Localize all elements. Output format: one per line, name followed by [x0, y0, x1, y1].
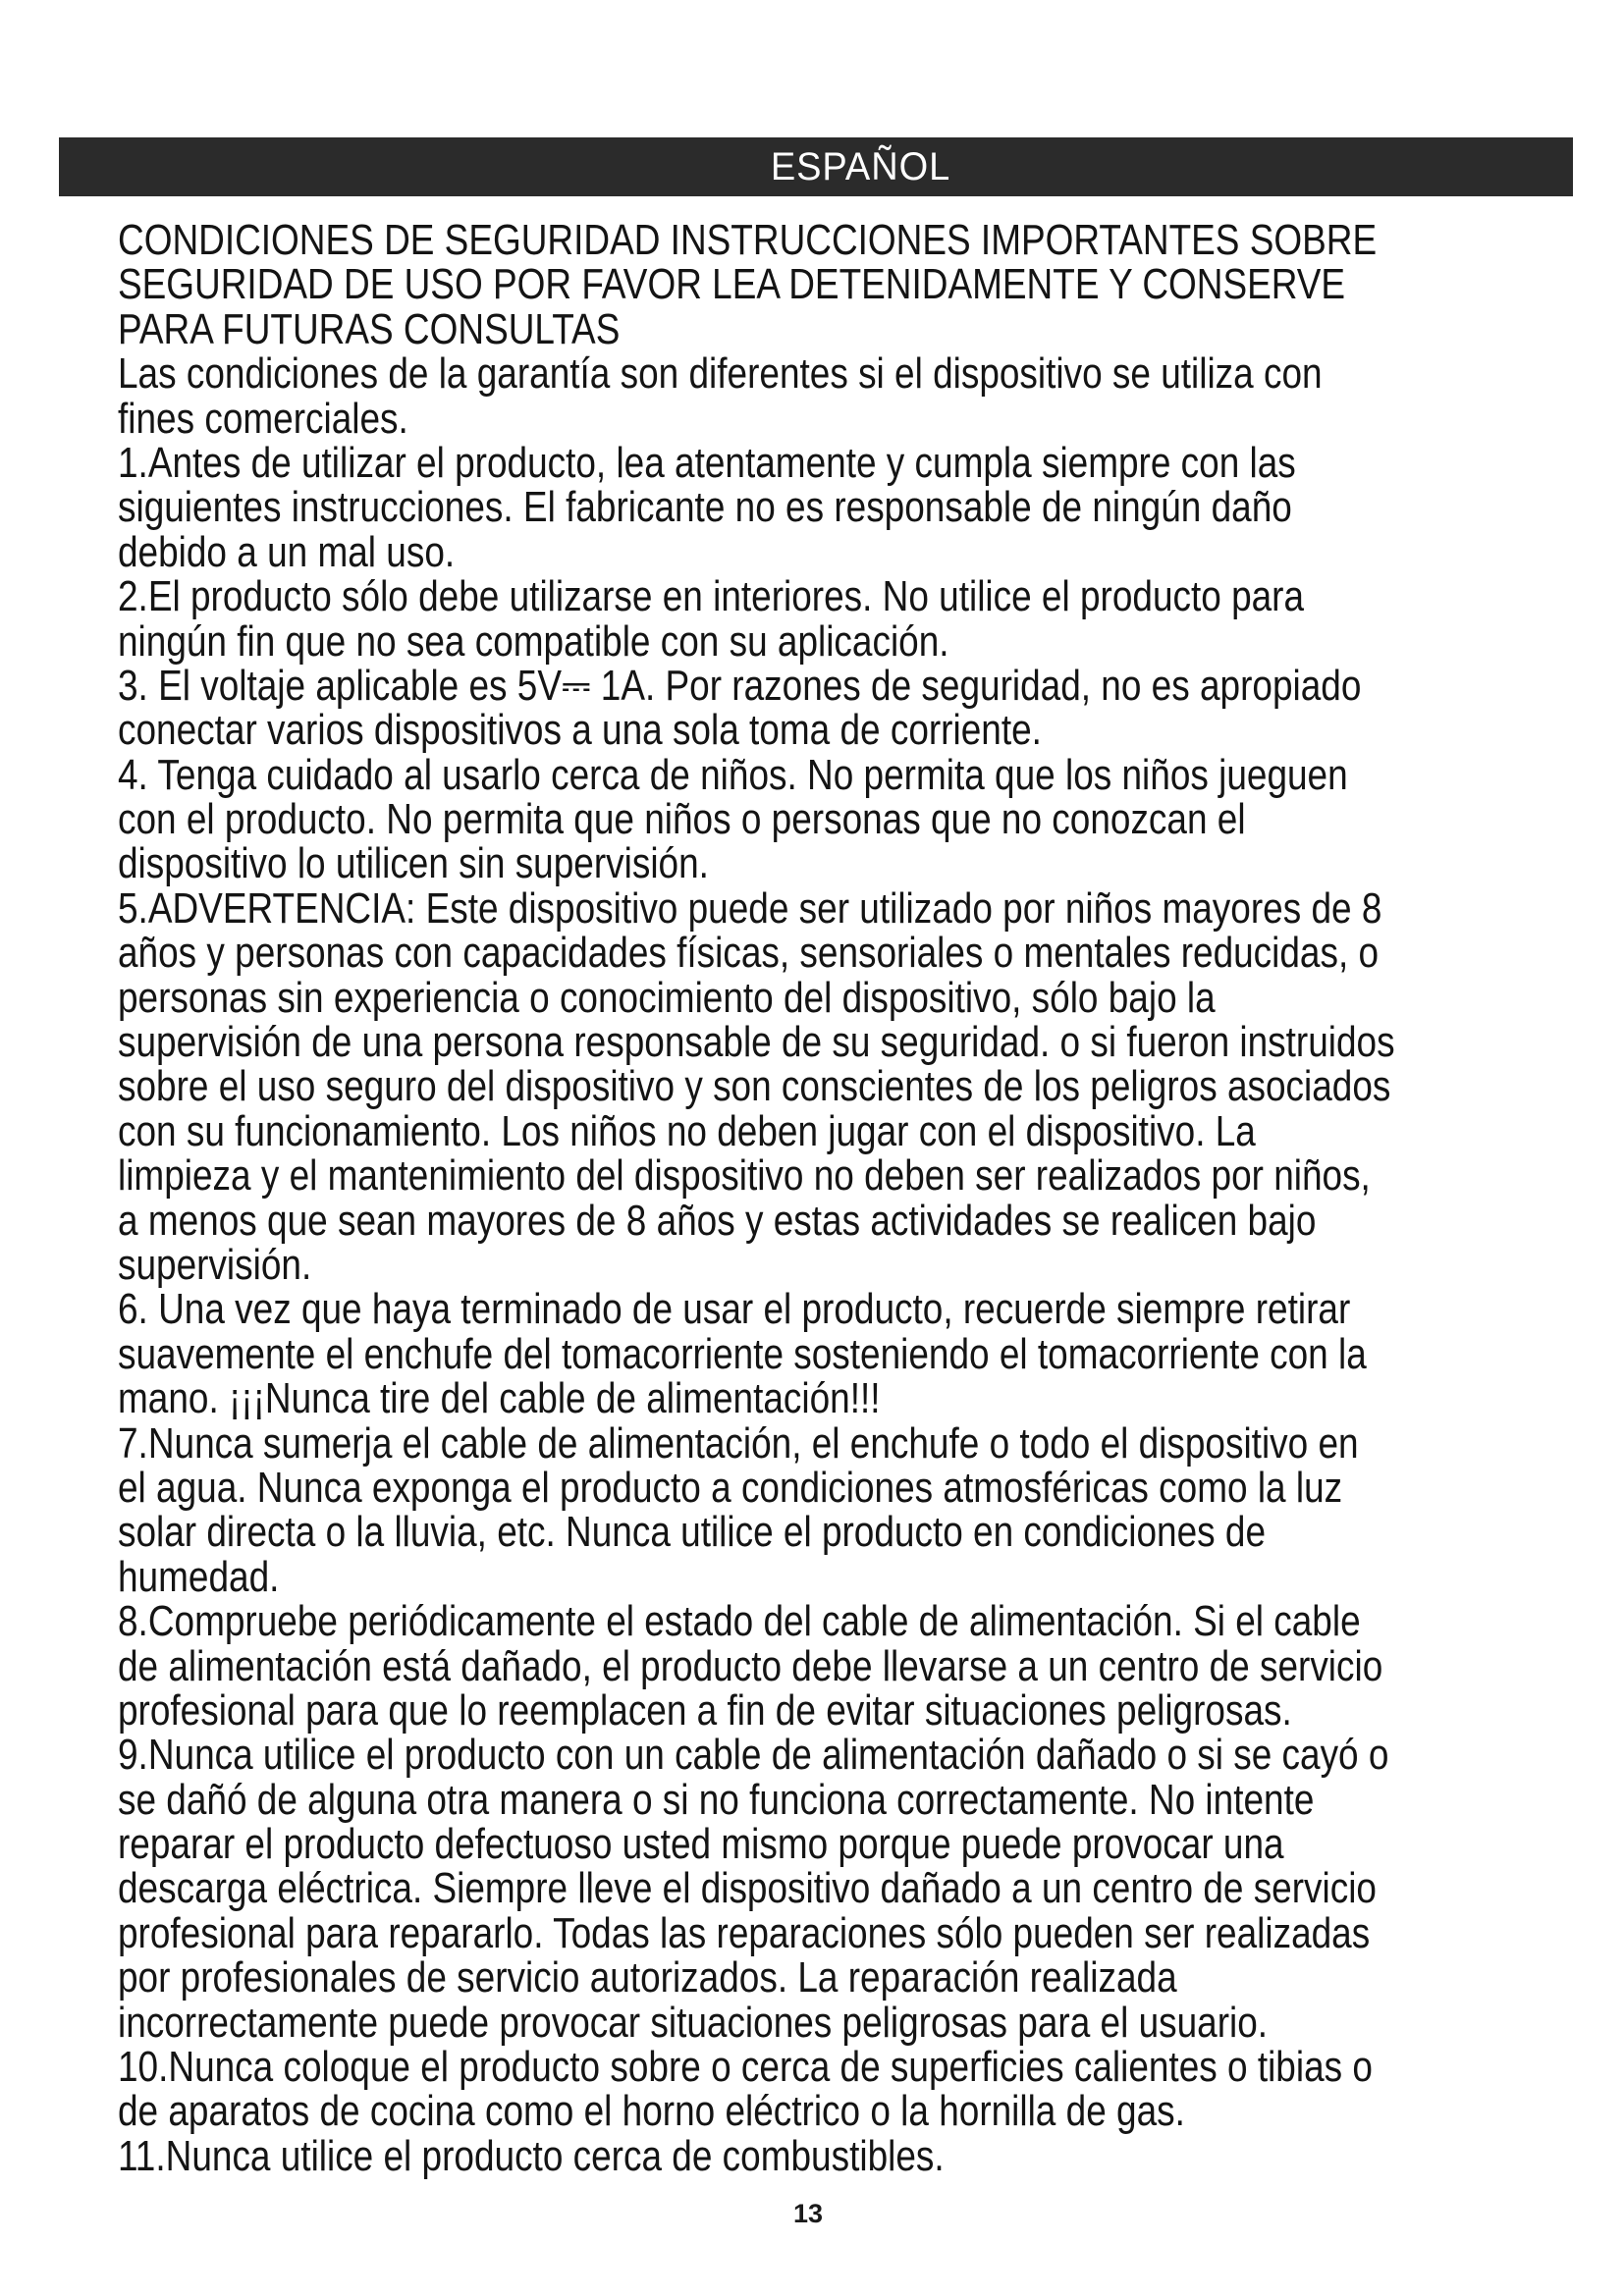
- paragraph-line: [118, 527, 1581, 576]
- text-line: sobre el uso seguro del dispositivo y son conscientes de los peligros asociados: [118, 1062, 1391, 1111]
- paragraph-10: [118, 2045, 1581, 2134]
- text-line: mano. ¡¡¡Nunca tire del cable de alimentación!!!: [118, 1374, 881, 1423]
- page-number: 13: [792, 2199, 824, 2228]
- paragraph-line: [118, 1240, 1581, 1289]
- text-line: supervisión de una persona responsable de su seguridad. o si fueron instruidos: [118, 1018, 1395, 1067]
- paragraph-line: [118, 1864, 1581, 1913]
- paragraph-line: [118, 2043, 1581, 2092]
- text-line: 8.Compruebe periódicamente el estado del cable de alimentación. Si el cable: [118, 1597, 1361, 1646]
- paragraph-line: [118, 929, 1581, 978]
- text-line: SEGURIDAD DE USO POR FAVOR LEA DETENIDAMENTE Y CONSERVE: [118, 260, 1346, 309]
- paragraph-line: [118, 1597, 1581, 1646]
- text-line: supervisión.: [118, 1240, 312, 1289]
- language-title: ESPAÑOL: [770, 144, 950, 188]
- text-line: CONDICIONES DE SEGURIDAD INSTRUCCIONES IMPORTANTES SOBRE: [118, 216, 1378, 264]
- paragraph-line: [118, 1955, 1581, 2000]
- paragraph-8: [118, 1599, 1581, 1733]
- text-line: 9.Nunca utilice el producto con un cable de alimentación dañado o si se cayó o: [118, 1731, 1389, 1780]
- text-line: PARA FUTURAS CONSULTAS: [118, 304, 621, 353]
- paragraph-line: [118, 1820, 1581, 1869]
- heading-line: [118, 218, 1581, 262]
- paragraph-line: [118, 1998, 1581, 2047]
- text-line: profesional para repararlo. Todas las reparaciones sólo pueden ser realizadas: [118, 1908, 1371, 1957]
- text-line: dispositivo lo utilicen sin supervisión.: [118, 839, 709, 888]
- paragraph-line: [118, 349, 1581, 399]
- text-line: ningún fin que no sea compatible con su aplicación.: [118, 616, 949, 666]
- paragraph-line: [118, 1641, 1581, 1690]
- text-line: fines comerciales.: [118, 394, 408, 443]
- paragraph-5: [118, 883, 1581, 1289]
- text-line: 3. El voltaje aplicable es 5V⎓ 1A. Por razones de seguridad, no es apropiado: [118, 661, 1362, 710]
- text-line: 1.Antes de utilizar el producto, lea atentamente y cumpla siempre con las: [118, 438, 1296, 487]
- text-line: con el producto. No permita que niños o personas que no conozcan el: [118, 795, 1246, 844]
- text-line: 10.Nunca coloque el producto sobre o cerca de superficies calientes o tibias o: [118, 2043, 1373, 2092]
- paragraph-line: [118, 394, 1581, 443]
- text-line: 7.Nunca sumerja el cable de alimentación, el enchufe o todo el dispositivo en: [118, 1418, 1359, 1468]
- paragraph-9: [118, 1733, 1581, 2045]
- paragraph-line: [118, 883, 1581, 933]
- text-line: a menos que sean mayores de 8 años y estas actividades se realicen bajo: [118, 1196, 1317, 1245]
- paragraph-line: [118, 661, 1581, 710]
- paragraph-line: [118, 616, 1581, 666]
- paragraph-line: [118, 1151, 1581, 1201]
- safety-instructions-body: [118, 218, 1581, 2178]
- heading-line: [118, 304, 1581, 353]
- text-line: limpieza y el mantenimiento del dispositivo no deben ser realizados por niños,: [118, 1151, 1371, 1201]
- text-line: conectar varios dispositivos a una sola toma de corriente.: [118, 706, 1042, 755]
- paragraph-line: [118, 572, 1581, 621]
- text-line: profesional para que lo reemplacen a fin de evitar situaciones peligrosas.: [118, 1685, 1292, 1735]
- paragraph-0: [118, 351, 1581, 441]
- paragraph-line: [118, 750, 1581, 799]
- paragraph-line: [118, 1062, 1581, 1111]
- text-line: debido a un mal uso.: [118, 527, 456, 576]
- text-line: solar directa o la lluvia, etc. Nunca utilice el producto en condiciones de: [118, 1508, 1267, 1557]
- paragraph-line: [118, 1329, 1581, 1378]
- paragraph-line: [118, 1196, 1581, 1245]
- text-line: por profesionales de servicio autorizados. La reparación realizada: [118, 1953, 1177, 2002]
- heading-line: [118, 260, 1581, 309]
- text-line: 4. Tenga cuidado al usarlo cerca de niños. No permita que los niños jueguen: [118, 750, 1348, 799]
- paragraph-1: [118, 438, 1581, 576]
- paragraph-line: [118, 1285, 1581, 1334]
- paragraph-line: [118, 706, 1581, 755]
- text-line: 11.Nunca utilice el producto cerca de combustibles.: [118, 2131, 945, 2180]
- paragraph-line: [118, 1775, 1581, 1824]
- paragraph-line: [118, 973, 1581, 1022]
- language-header-bar: [59, 137, 1573, 196]
- paragraph-line: [118, 795, 1581, 844]
- text-line: descarga eléctrica. Siempre lleve el dispositivo dañado a un centro de servicio: [118, 1864, 1377, 1913]
- text-line: suavemente el enchufe del tomacorriente sosteniendo el tomacorriente con la: [118, 1329, 1367, 1378]
- paragraph-11: [118, 2131, 1581, 2180]
- paragraph-3: [118, 661, 1581, 755]
- paragraph-line: [118, 2087, 1581, 2136]
- text-line: 6. Una vez que haya terminado de usar el producto, recuerde siempre retirar: [118, 1285, 1351, 1334]
- text-line: 5.ADVERTENCIA: Este dispositivo puede ser utilizado por niños mayores de 8: [118, 883, 1382, 933]
- text-line: de alimentación está dañado, el producto debe llevarse a un centro de servicio: [118, 1641, 1383, 1690]
- paragraph-6: [118, 1285, 1581, 1423]
- paragraph-line: [118, 1731, 1581, 1780]
- text-line: el agua. Nunca exponga el producto a condiciones atmosféricas como la luz: [118, 1463, 1343, 1512]
- text-line: Las condiciones de la garantía son diferentes si el dispositivo se utiliza con: [118, 349, 1323, 399]
- paragraph-line: [118, 1418, 1581, 1468]
- paragraph-line: [118, 1463, 1581, 1512]
- paragraph-2: [118, 574, 1581, 664]
- paragraph-line: [118, 1374, 1581, 1423]
- text-line: 2.El producto sólo debe utilizarse en interiores. No utilice el producto para: [118, 572, 1305, 621]
- paragraph-line: [118, 483, 1581, 532]
- text-line: personas sin experiencia o conocimiento del dispositivo, sólo bajo la: [118, 973, 1216, 1022]
- safety-heading: [118, 218, 1581, 351]
- text-line: siguientes instrucciones. El fabricante no es responsable de ningún daño: [118, 483, 1292, 532]
- paragraph-7: [118, 1418, 1581, 1601]
- paragraph-line: [118, 438, 1581, 487]
- text-line: con su funcionamiento. Los niños no deben jugar con el dispositivo. La: [118, 1106, 1256, 1155]
- text-line: humedad.: [118, 1552, 280, 1601]
- paragraph-line: [118, 2131, 1581, 2180]
- paragraph-4: [118, 750, 1581, 888]
- paragraph-line: [118, 1552, 1581, 1601]
- paragraph-line: [118, 1908, 1581, 1957]
- text-line: años y personas con capacidades físicas, sensoriales o mentales reducidas, o: [118, 929, 1380, 978]
- text-line: reparar el producto defectuoso usted mismo porque puede provocar una: [118, 1820, 1284, 1869]
- paragraph-line: [118, 1508, 1581, 1557]
- paragraph-line: [118, 839, 1581, 888]
- text-line: se dañó de alguna otra manera o si no funciona correctamente. No intente: [118, 1775, 1315, 1824]
- text-line: de aparatos de cocina como el horno eléctrico o la hornilla de gas.: [118, 2087, 1185, 2136]
- paragraph-line: [118, 1685, 1581, 1735]
- text-line: incorrectamente puede provocar situaciones peligrosas para el usuario.: [118, 1998, 1269, 2047]
- paragraph-line: [118, 1106, 1581, 1155]
- paragraph-line: [118, 1018, 1581, 1067]
